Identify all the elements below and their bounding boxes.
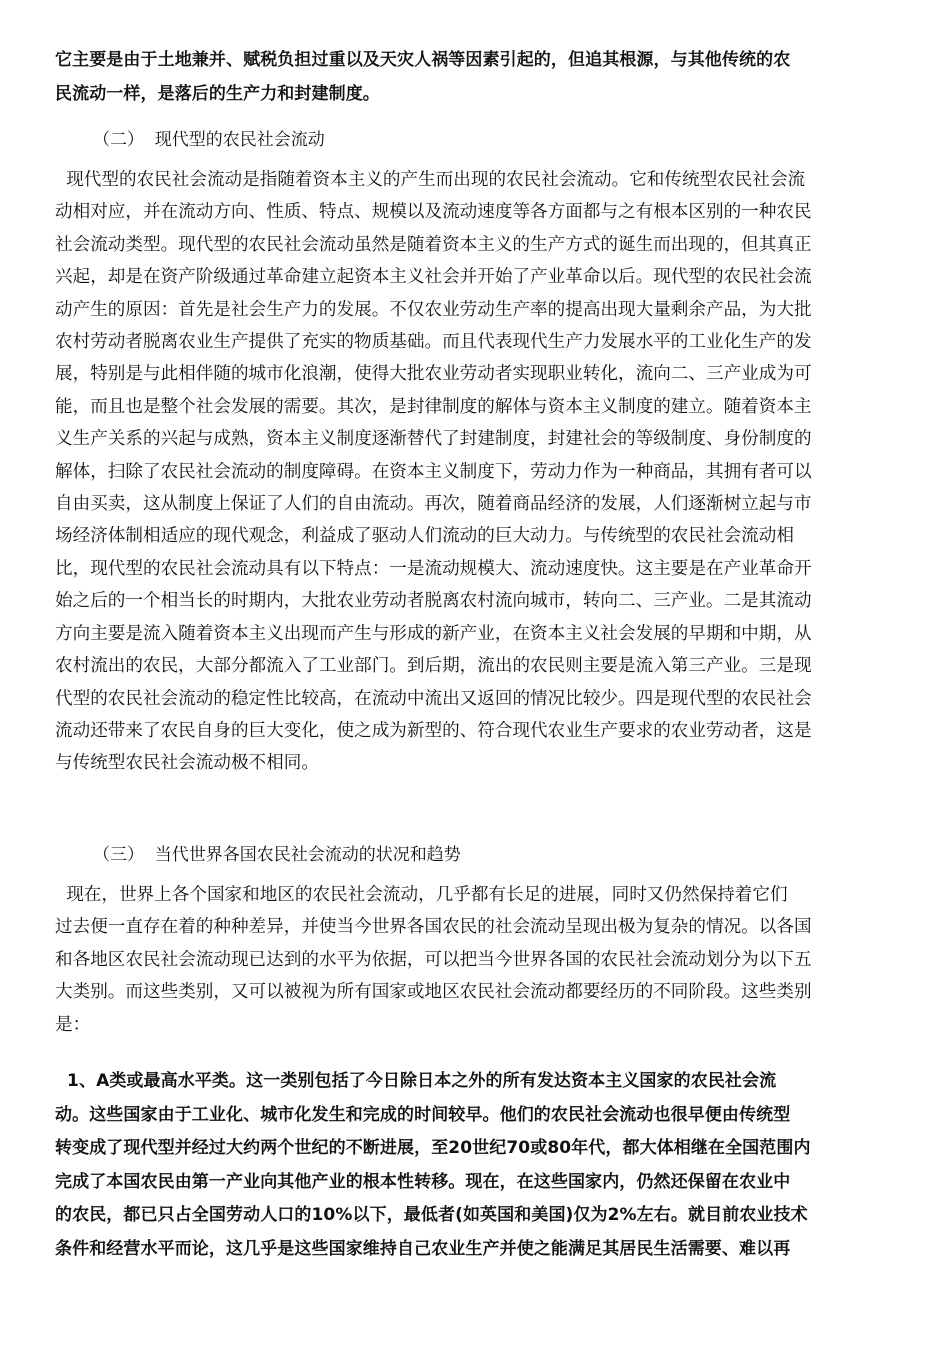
section-heading-current: （三） 当代世界各国农民社会流动的状况和趋势 bbox=[93, 845, 461, 865]
paragraph-class-a: 1、A类或最高水平类。这一类别包括了今日除日本之外的所有发达资本主义国家的农民社会流 动。这些国家由于工业化、城市化发生和完成的时间较早。他们的农民社会流动也很早便由传统型 转变成了现代型并经过大约两个世纪的不断进展，至20世纪70或80年代，都大体相继在全国范围内 完成了本国农民由第一产业向其他产业的根本性转移。现在，在这些国家内，仍然还保留在农业中 的农民，都已只占全国劳动人口的10%以下，最低者(如英国和美国)仅为2%左右。就目前农业技术 条件和经营水平而论，这几乎是这些国家维持自己农业生产并使之能满足其居民生活需要、难以再 bbox=[55, 1071, 811, 1259]
paragraph-continuation: 它主要是由于土地兼并、赋税负担过重以及天灾人祸等因素引起的，但追其根源，与其他传统的农 民流动一样，是落后的生产力和封建制度。 bbox=[55, 50, 791, 104]
paragraph-current-status: 现在，世界上各个国家和地区的农民社会流动，几乎都有长足的进展，同时又仍然保持着它们 过去便一直存在着的种种差异，并使当今世界各国农民的社会流动呈现出极为复杂的情况。以各国 和各地区农民社会流动现已达到的水平为依据，可以把当今世界各国的农民社会流动划分为以下五 大类别。而这些类别，又可以被视为所有国家或地区农民社会流动都要经历的不同阶段。这些类别 是： bbox=[55, 885, 812, 1035]
paragraph-modern-flow: 现代型的农民社会流动是指随着资本主义的产生而出现的农民社会流动。它和传统型农民社会流 动相对应，并在流动方向、性质、特点、规模以及流动速度等各方面都与之有根本区别的一种农民 社会流动类型。现代型的农民社会流动虽然是随着资本主义的生产方式的诞生而出现的，但其真正 兴起，却是在资产阶级通过革命建立起资本主义社会并开始了产业革命以后。现代型的农民社会流 动产生的原因：首先是社会生产力的发展。不仅农业劳动生产率的提高出现大量剩余产品，为大批 农村劳动者脱离农业生产提供了充实的物质基础。而且代表现代生产力发展水平的工业化生产的发 展，特别是与此相伴随的城市化浪潮，使得大批农业劳动者实现职业转化，流向二、三产业成为可 能，而且也是整个社会发展的需要。其次，是封律制度的解体与资本主义制度的建立。随着资本主 义生产关系的兴起与成熟，资本主义制度逐渐替代了封建制度，封建社会的等级制度、身份制度的 解体，扫除了农民社会流动的制度障碍。在资本主义制度下，劳动力作为一种商品，其拥有者可以 自由买卖，这从制度上保证了人们的自由流动。再次，随着商品经济的发展，人们逐渐树立起与市 场经济体制相适应的现代观念，利益成了驱动人们流动的巨大动力。与传统型的农民社会流动相 比，现代型的农民社会流动具有以下特点：一是流动规模大、流动速度快。这主要是在产业革命开 始之后的一个相当长的时期内，大批农业劳动者脱离农村流向城市，转向二、三产业。二是其流动 方向主要是流入随着资本主义出现而产生与形成的新产业，在资本主义社会发展的早期和中期，从 农村流出的农民，大部分都流入了工业部门。到后期，流出的农民则主要是流入第三产业。三是现 代型的农民社会流动的稳定性比较高，在流动中流出又返回的情况比较少。四是现代型的农民社会 流动还带来了农民自身的巨大变化，使之成为新型的、符合现代农业生产要求的农业劳动者，这是 与传统型农民社会流动极不相同。 bbox=[55, 170, 812, 774]
section-heading-modern: （二） 现代型的农民社会流动 bbox=[93, 130, 325, 150]
